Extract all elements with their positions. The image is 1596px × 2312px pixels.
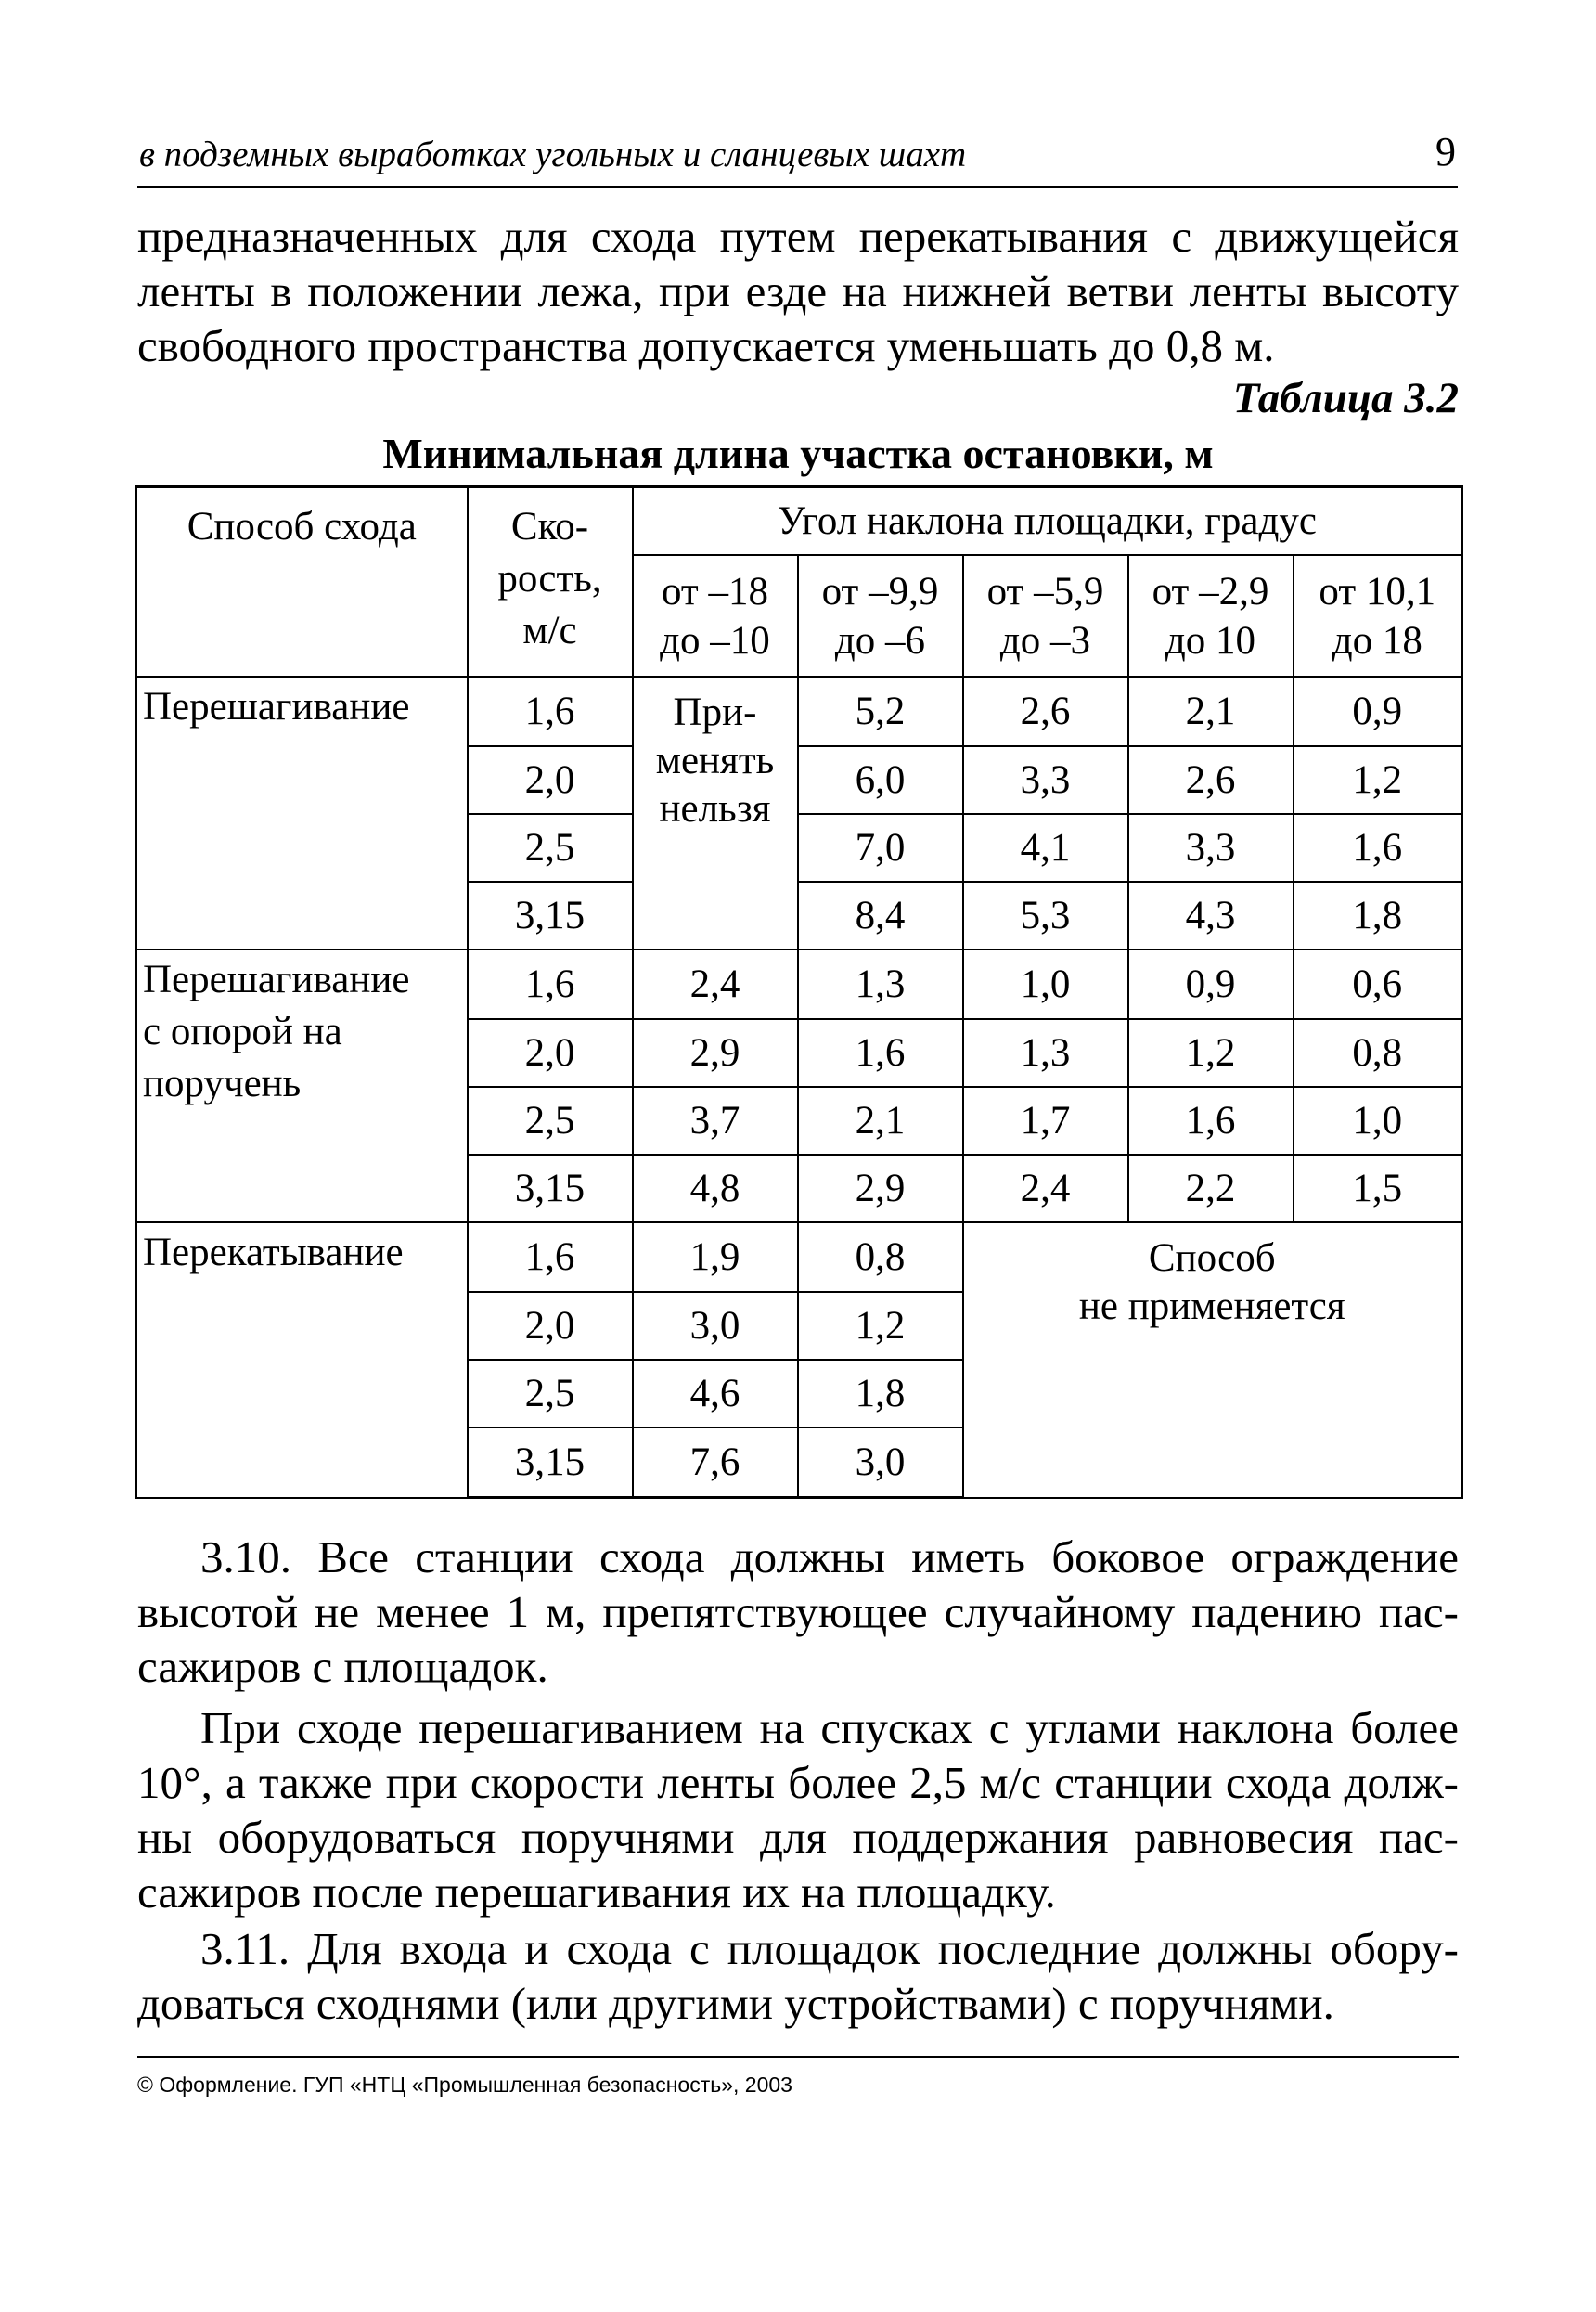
header-angle-group: Угол наклона площадки, градус: [633, 487, 1462, 555]
value-cell: 2,1: [1128, 677, 1294, 745]
method-cell: [136, 1222, 468, 1497]
speed-cell: 1,6: [468, 949, 633, 1018]
value-cell: 1,3: [798, 949, 963, 1018]
header-speed-line: рость,: [497, 557, 602, 601]
method-line: Перешагивание: [143, 685, 410, 730]
value-cell: 1,7: [963, 1087, 1128, 1155]
not-applied-line: не применяется: [1078, 1285, 1345, 1329]
text-line: 3.10. Все станции схода должны иметь боковое ограждение: [200, 1531, 1459, 1582]
value-cell: 1,5: [1294, 1155, 1462, 1222]
header-speed: [468, 487, 633, 678]
value-cell: 1,0: [963, 949, 1128, 1018]
page-number: 9: [1435, 129, 1456, 174]
running-header: [137, 128, 1458, 188]
header-angle-line: от –5,9: [986, 569, 1104, 614]
text-line: сажиров после перешагивания их на площадку.: [137, 1866, 1056, 1918]
value-cell: 3,3: [1128, 814, 1294, 882]
value-cell: 4,1: [963, 814, 1128, 882]
intro-paragraph: [137, 209, 1459, 373]
paragraph-3-11: [137, 1921, 1459, 2031]
not-applicable-line: менять: [655, 739, 775, 783]
speed-cell: 2,5: [468, 1360, 633, 1427]
footer-rule: [137, 2056, 1459, 2058]
method-not-applied-cell: [963, 1222, 1462, 1497]
value-cell: 3,3: [963, 746, 1128, 814]
value-cell: 5,2: [798, 677, 963, 745]
header-angle-line: до 10: [1165, 618, 1256, 663]
header-angle-col: [963, 555, 1128, 677]
method-line: с опорой на: [143, 1010, 342, 1054]
text-line: ленты в положении лежа, при езде на нижней ветви ленты высоту: [137, 265, 1459, 316]
header-method: Способ схода: [136, 487, 468, 678]
method-cell: [136, 949, 468, 1222]
header-speed-line: Ско-: [510, 505, 589, 549]
speed-cell: 3,15: [468, 882, 633, 949]
value-cell: 8,4: [798, 882, 963, 949]
value-cell: 1,6: [1294, 814, 1462, 882]
value-cell: 1,8: [1294, 882, 1462, 949]
speed-cell: 1,6: [468, 1222, 633, 1291]
header-angle-line: до –3: [999, 618, 1091, 663]
value-cell: 4,3: [1128, 882, 1294, 949]
speed-cell: 2,0: [468, 1292, 633, 1360]
header-angle-line: от –18: [662, 569, 768, 614]
method-line: поручень: [143, 1062, 302, 1106]
header-angle-line: до –10: [660, 618, 770, 663]
speed-cell: 2,0: [468, 1019, 633, 1087]
speed-cell: 2,5: [468, 1087, 633, 1155]
text-line: высотой не менее 1 м, препятствующее случайному падению пас-: [137, 1586, 1459, 1637]
value-cell: 1,9: [633, 1222, 798, 1291]
table-row: [136, 1222, 1462, 1291]
table-header-row: [136, 487, 1462, 555]
value-cell: 3,7: [633, 1087, 798, 1155]
not-applied-line: Способ: [1148, 1236, 1276, 1281]
not-applicable-line: При-: [673, 691, 757, 735]
paragraph-3-10: [137, 1530, 1459, 1694]
value-cell: 1,0: [1294, 1087, 1462, 1155]
not-applicable-line: нельзя: [659, 787, 771, 832]
value-cell: 1,3: [963, 1019, 1128, 1087]
header-angle-line: до –6: [834, 618, 926, 663]
stopping-length-table: [135, 485, 1463, 1499]
header-angle-col: [633, 555, 798, 677]
text-line: При сходе перешагиванием на спусках с углами наклона более: [200, 1702, 1459, 1753]
text-line: ны оборудоваться поручнями для поддержания равновесия пас-: [137, 1812, 1459, 1863]
value-cell: 2,1: [798, 1087, 963, 1155]
value-cell: 7,0: [798, 814, 963, 882]
value-cell: 5,3: [963, 882, 1128, 949]
method-cell: [136, 677, 468, 949]
value-cell: 0,9: [1294, 677, 1462, 745]
text-line: доваться сходнями (или другими устройствами) с поручнями.: [137, 1978, 1334, 2029]
value-cell: 2,6: [963, 677, 1128, 745]
value-cell: 2,6: [1128, 746, 1294, 814]
value-cell: 2,2: [1128, 1155, 1294, 1222]
value-cell: 4,6: [633, 1360, 798, 1427]
value-cell: 1,8: [798, 1360, 963, 1427]
text-line: предназначенных для схода путем перекатывания с движущейся: [137, 211, 1459, 262]
value-cell: 1,2: [1128, 1019, 1294, 1087]
value-cell: 4,8: [633, 1155, 798, 1222]
running-title: в подземных выработках угольных и сланцевых шахт: [139, 135, 967, 174]
header-angle-line: от –2,9: [1152, 569, 1269, 614]
value-cell: 3,0: [798, 1427, 963, 1497]
value-cell: 2,4: [963, 1155, 1128, 1222]
method-line: Перекатывание: [143, 1231, 404, 1275]
value-cell: 2,9: [633, 1019, 798, 1087]
value-cell: 0,6: [1294, 949, 1462, 1018]
table-row: [136, 949, 1462, 1018]
header-angle-line: до 18: [1332, 618, 1422, 663]
header-angle-line: от 10,1: [1319, 569, 1436, 614]
text-line: сажиров с площадок.: [137, 1641, 548, 1692]
speed-cell: 3,15: [468, 1155, 633, 1222]
value-cell: 6,0: [798, 746, 963, 814]
value-cell: 2,4: [633, 949, 798, 1018]
value-cell: 2,9: [798, 1155, 963, 1222]
speed-cell: 1,6: [468, 677, 633, 745]
value-cell: 1,6: [1128, 1087, 1294, 1155]
value-cell: 1,2: [1294, 746, 1462, 814]
header-angle-col: [1128, 555, 1294, 677]
table-row: [136, 677, 1462, 745]
table-title: Минимальная длина участка остановки, м: [382, 430, 1214, 477]
header-angle-col: [798, 555, 963, 677]
text-line: свободного пространства допускается уменьшать до 0,8 м.: [137, 320, 1275, 371]
header-angle-line: от –9,9: [821, 569, 939, 614]
speed-cell: 2,5: [468, 814, 633, 882]
value-cell: 1,6: [798, 1019, 963, 1087]
text-line: 10°, а также при скорости ленты более 2,5 м/с станции схода долж-: [137, 1757, 1459, 1808]
speed-cell: 2,0: [468, 746, 633, 814]
paragraph-handrails: [137, 1700, 1459, 1919]
header-angle-col: [1294, 555, 1462, 677]
text-line: 3.11. Для входа и схода с площадок последние должны обору-: [200, 1923, 1459, 1974]
value-cell: 0,8: [1294, 1019, 1462, 1087]
value-cell: 0,8: [798, 1222, 963, 1291]
speed-cell: 3,15: [468, 1427, 633, 1497]
method-line: Перешагивание: [143, 958, 410, 1002]
not-applicable-cell: [633, 677, 798, 949]
copyright-footer: © Оформление. ГУП «НТЦ «Промышленная безопасность», 2003: [137, 2073, 792, 2097]
value-cell: 3,0: [633, 1292, 798, 1360]
header-speed-line: м/с: [522, 609, 577, 652]
table-label: Таблица 3.2: [1232, 374, 1459, 422]
value-cell: 0,9: [1128, 949, 1294, 1018]
value-cell: 1,2: [798, 1292, 963, 1360]
value-cell: 7,6: [633, 1427, 798, 1497]
